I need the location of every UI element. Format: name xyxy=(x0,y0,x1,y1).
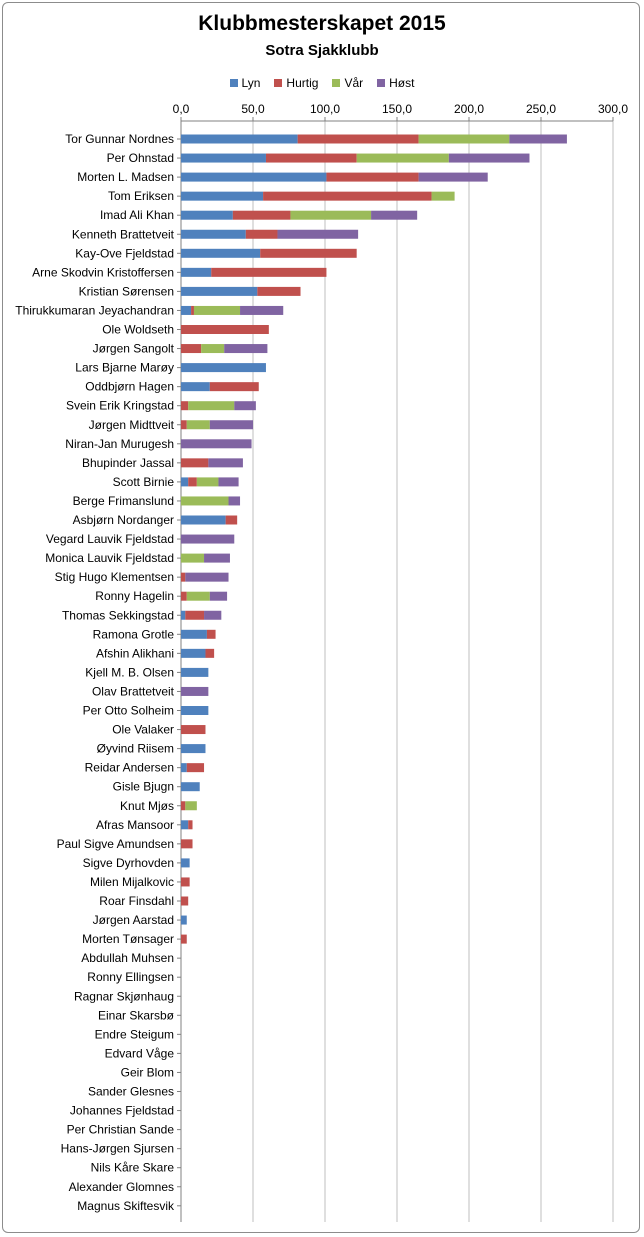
category-label: Arne Skodvin Kristoffersen xyxy=(32,265,174,280)
bar-segment-vår xyxy=(187,592,210,601)
bar-segment-hurtig xyxy=(188,820,192,829)
category-label: Thirukkumaran Jeyachandran xyxy=(15,303,174,318)
bar-segment-høst xyxy=(204,611,221,620)
category-label: Einar Skarsbø xyxy=(97,1008,174,1023)
bar-segment-hurtig xyxy=(181,344,201,353)
category-label: Asbjørn Nordanger xyxy=(72,513,174,527)
bar-segment-vår xyxy=(432,192,455,201)
x-tick-label: 100,0 xyxy=(309,102,341,116)
category-label: Vegard Lauvik Fjeldstad xyxy=(45,532,174,547)
bar-segment-lyn xyxy=(181,230,246,239)
bar-segment-hurtig xyxy=(233,211,291,220)
category-label: Niran-Jan Murugesh xyxy=(65,436,174,451)
bar-segment-lyn xyxy=(181,249,260,258)
bar-segment-lyn xyxy=(181,306,191,315)
category-label: Kenneth Brattetveit xyxy=(71,227,174,242)
x-tick-label: 250,0 xyxy=(525,102,557,116)
category-label: Endre Steigum xyxy=(94,1027,174,1042)
bar-segment-vår xyxy=(188,401,234,410)
bar-segment-hurtig xyxy=(191,306,194,315)
category-label: Gisle Bjugn xyxy=(112,779,174,794)
category-label: Roar Finsdahl xyxy=(99,894,174,908)
bar-segment-lyn xyxy=(181,649,205,658)
bar-segment-høst xyxy=(210,420,253,429)
x-tick-label: 50,0 xyxy=(241,102,265,116)
bar-segment-hurtig xyxy=(260,249,356,258)
bar-segment-høst xyxy=(181,687,208,696)
bar-segment-hurtig xyxy=(207,630,216,639)
legend-label-host: Høst xyxy=(389,76,415,90)
bar-segment-vår xyxy=(181,496,229,505)
bar-segment-høst xyxy=(224,344,267,353)
bar-segment-lyn xyxy=(181,268,211,277)
category-label: Reidar Andersen xyxy=(84,760,174,775)
category-label: Ole Woldseth xyxy=(102,322,174,337)
bar-segment-høst xyxy=(204,554,230,563)
x-tick-label: 150,0 xyxy=(381,102,413,116)
bar-segment-hurtig xyxy=(298,135,419,144)
bar-segment-hurtig xyxy=(210,382,259,391)
bar-segment-hurtig xyxy=(188,477,197,486)
category-label: Stig Hugo Klementsen xyxy=(54,570,174,585)
bar-segment-lyn xyxy=(181,211,233,220)
category-label: Nils Kåre Skare xyxy=(90,1160,174,1175)
bar-segment-hurtig xyxy=(226,516,238,525)
category-label: Per Otto Solheim xyxy=(82,703,174,718)
category-label: Jørgen Midttveit xyxy=(88,417,174,432)
bar-segment-hurtig xyxy=(181,458,208,467)
bar-segment-hurtig xyxy=(205,649,214,658)
legend-label-hurtig: Hurtig xyxy=(286,76,319,90)
bar-segment-høst xyxy=(210,592,227,601)
category-label: Afras Mansoor xyxy=(95,817,174,832)
category-label: Milen Mijalkovic xyxy=(89,874,174,889)
bar-segment-hurtig xyxy=(181,877,190,886)
legend-label-lyn: Lyn xyxy=(241,76,261,90)
bar-segment-høst xyxy=(240,306,283,315)
bar-segment-lyn xyxy=(181,782,200,791)
category-label: Olav Brattetveit xyxy=(91,684,174,699)
bar-segment-lyn xyxy=(181,477,188,486)
category-label: Sigve Dyrhovden xyxy=(82,855,174,870)
bar-segment-høst xyxy=(208,458,243,467)
category-label: Ronny Ellingsen xyxy=(87,970,174,985)
category-label: Monica Lauvik Fjeldstad xyxy=(45,551,174,566)
category-label: Geir Blom xyxy=(120,1065,174,1080)
bar-segment-lyn xyxy=(181,820,188,829)
bar-segment-hurtig xyxy=(185,611,204,620)
category-label: Oddbjørn Hagen xyxy=(85,379,174,394)
bar-segment-lyn xyxy=(181,611,185,620)
chart-subtitle: Sotra Sjakklubb xyxy=(265,42,379,59)
category-label: Kay-Ove Fjeldstad xyxy=(75,246,174,261)
bar-segment-høst xyxy=(181,535,234,544)
bar-segment-hurtig xyxy=(187,763,204,772)
bar-segment-hurtig xyxy=(266,154,357,163)
category-label: Lars Bjarne Marøy xyxy=(75,360,174,375)
bar-segment-lyn xyxy=(181,744,205,753)
category-label: Tom Eriksen xyxy=(107,189,174,204)
bar-segment-hurtig xyxy=(246,230,278,239)
bar-segment-lyn xyxy=(181,154,266,163)
bar-segment-lyn xyxy=(181,173,326,182)
bar-segment-høst xyxy=(181,439,252,448)
category-label: Magnus Skiftesvik xyxy=(77,1198,174,1213)
bar-segment-høst xyxy=(185,573,228,582)
bar-segment-lyn xyxy=(181,763,187,772)
legend-label-var: Vår xyxy=(344,76,364,90)
category-label: Morten L. Madsen xyxy=(77,170,174,185)
bar-segment-hurtig xyxy=(257,287,300,296)
category-label: Tor Gunnar Nordnes xyxy=(65,132,174,146)
bar-segment-lyn xyxy=(181,192,263,201)
bar-segment-hurtig xyxy=(181,897,188,906)
bar-segment-lyn xyxy=(181,916,187,925)
bar-segment-lyn xyxy=(181,287,257,296)
x-tick-label: 200,0 xyxy=(453,102,485,116)
bar-segment-vår xyxy=(194,306,240,315)
x-tick-label: 300,0 xyxy=(597,102,629,116)
category-label: Kristian Sørensen xyxy=(78,284,174,299)
bar-segment-hurtig xyxy=(326,173,418,182)
category-label: Jørgen Aarstad xyxy=(92,913,174,928)
category-label: Ronny Hagelin xyxy=(95,589,174,604)
bar-segment-hurtig xyxy=(263,192,431,201)
bar-segment-høst xyxy=(277,230,358,239)
chart-title: Klubbmesterskapet 2015 xyxy=(198,12,446,35)
bar-segment-vår xyxy=(181,554,204,563)
bar-segment-lyn xyxy=(181,630,207,639)
bar-segment-lyn xyxy=(181,668,208,677)
category-label: Paul Sigve Amundsen xyxy=(56,836,174,851)
bar-segment-hurtig xyxy=(181,935,187,944)
bar-segment-hurtig xyxy=(181,325,269,334)
category-label: Øyvind Riisem xyxy=(96,741,174,756)
bar-segment-hurtig xyxy=(181,725,205,734)
bar-segment-lyn xyxy=(181,363,266,372)
category-label: Sander Glesnes xyxy=(87,1084,174,1099)
category-label: Knut Mjøs xyxy=(119,798,174,813)
category-label: Per Christian Sande xyxy=(66,1122,174,1137)
category-label: Ramona Grotle xyxy=(92,627,174,642)
category-label: Berge Frimanslund xyxy=(72,493,174,508)
bar-segment-høst xyxy=(449,154,530,163)
bar-segment-høst xyxy=(371,211,417,220)
category-label: Bhupinder Jassal xyxy=(81,455,174,470)
category-label: Abdullah Muhsen xyxy=(81,951,174,966)
category-label: Morten Tønsager xyxy=(82,932,174,947)
category-label: Alexander Glomnes xyxy=(68,1179,174,1194)
category-label: Ragnar Skjønhaug xyxy=(73,989,174,1004)
bar-segment-vår xyxy=(419,135,510,144)
bar-segment-vår xyxy=(187,420,210,429)
category-label: Jørgen Sangolt xyxy=(92,341,174,356)
category-label: Hans-Jørgen Sjursen xyxy=(60,1141,174,1156)
bar-segment-hurtig xyxy=(181,420,187,429)
bar-segment-vår xyxy=(357,154,449,163)
category-label: Kjell M. B. Olsen xyxy=(85,665,174,680)
bar-segment-hurtig xyxy=(181,801,185,810)
bar-segment-vår xyxy=(290,211,371,220)
category-label: Imad Ali Khan xyxy=(99,208,174,223)
bar-segment-vår xyxy=(185,801,197,810)
bar-segment-hurtig xyxy=(181,573,185,582)
category-label: Edvard Våge xyxy=(104,1046,174,1061)
bar-segment-høst xyxy=(234,401,256,410)
bar-segment-vår xyxy=(197,477,219,486)
category-label: Svein Erik Kringstad xyxy=(65,398,174,413)
category-label: Per Ohnstad xyxy=(106,151,174,166)
bar-segment-høst xyxy=(218,477,238,486)
category-label: Scott Birnie xyxy=(112,474,174,489)
bar-segment-lyn xyxy=(181,858,190,867)
category-label: Johannes Fjeldstad xyxy=(69,1103,174,1118)
bar-segment-lyn xyxy=(181,706,208,715)
bar-segment-hurtig xyxy=(181,839,193,848)
bar-segment-vår xyxy=(201,344,224,353)
bar-segment-høst xyxy=(419,173,488,182)
bar-segment-hurtig xyxy=(181,592,187,601)
bar-segment-hurtig xyxy=(181,401,188,410)
bar-segment-høst xyxy=(229,496,241,505)
category-label: Thomas Sekkingstad xyxy=(61,608,174,623)
category-label: Ole Valaker xyxy=(112,722,174,737)
x-tick-label: 0,0 xyxy=(172,102,190,116)
bar-segment-hurtig xyxy=(211,268,326,277)
bar-segment-lyn xyxy=(181,135,298,144)
bar-segment-høst xyxy=(509,135,567,144)
bar-segment-lyn xyxy=(181,382,210,391)
category-label: Afshin Alikhani xyxy=(95,646,174,661)
bar-segment-lyn xyxy=(181,516,226,525)
